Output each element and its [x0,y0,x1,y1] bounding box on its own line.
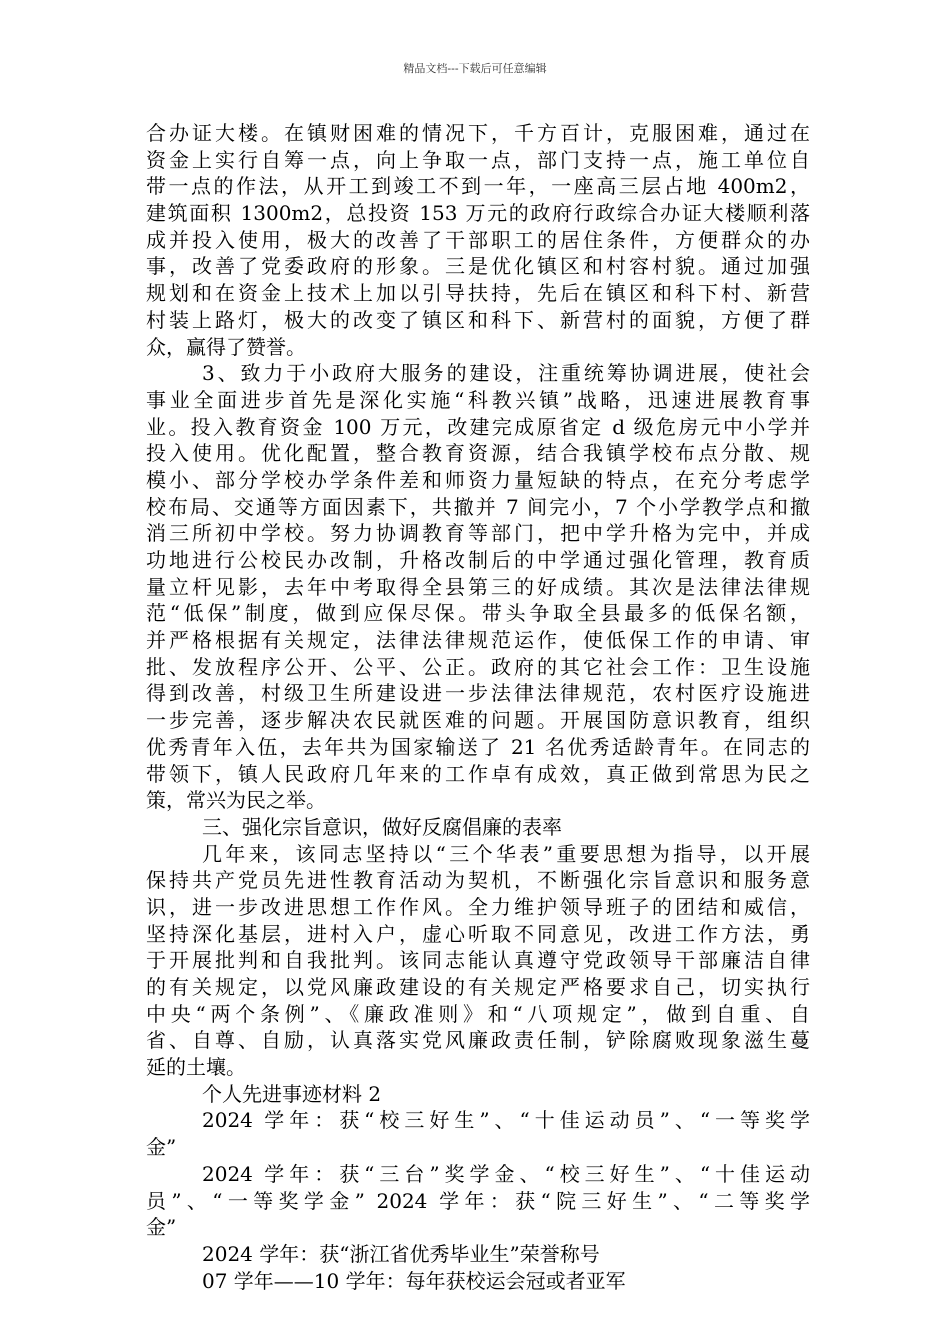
section-heading: 三、强化宗旨意识，做好反腐倡廉的表率 [202,814,562,839]
text-line: 于开展批判和自我批判。该同志能认真遵守党政领导干部廉洁自律 [146,948,810,973]
text-line: 坚持深化基层，进村入户，虚心听取不同意见，改进工作方法，勇 [146,921,810,946]
text-line: 规划和在资金上技术上加以引导扶持，先后在镇区和科下村、新营 [146,281,810,306]
section-heading: 个人先进事迹材料 2 [202,1081,382,1106]
text-line: 延的土壤。 [146,1055,246,1080]
text-line: 策，常兴为民之举。 [146,788,326,813]
text-line: 省、自尊、自励，认真落实党风廉政责任制，铲除腐败现象滋生蔓 [146,1028,810,1053]
text-line: 功地进行公校民办改制，升格改制后的中学通过强化管理，教育质 [146,548,810,572]
text-line: 投入使用。优化配置，整合教育资源，结合我镇学校布点分散、规 [146,441,810,466]
text-line: 成并投入使用，极大的改善了干部职工的居住条件，方便群众的办 [146,227,810,252]
text-line: 的有关规定，以党风廉政建设的有关规定严格要求自己，切实执行 [146,975,810,999]
text-line: 保持共产党员先进性教育活动为契机，不断强化宗旨意识和服务意 [146,868,810,893]
text-line: 一步完善，逐步解决农民就医难的问题。开展国防意识教育，组织 [146,708,810,733]
text-line: 范“低保”制度，做到应保尽保。带头争取全县最多的低保名额， [146,601,810,626]
text-line: 优秀青年入伍，去年共为国家输送了 21 名优秀适龄青年。在同志的 [146,734,810,759]
text-line: 事业全面进步首先是深化实施“科教兴镇”战略，迅速进展教育事 [146,387,810,412]
text-line: 2024 学年：获“三台”奖学金、“校三好生”、“十佳运动 [202,1161,810,1186]
text-line: 带一点的作法，从开工到竣工不到一年，一座高三层占地 400m2， [146,174,810,199]
text-line: 消三所初中学校。努力协调教育等部门，把中学升格为完中，并成 [146,521,810,546]
page-header: 精品文档---下载后可任意编辑 [403,62,547,75]
text-line: 事，改善了党委政府的形象。三是优化镇区和村容村貌。通过加强 [146,254,810,279]
text-line: 2024 学年：获“校三好生”、“十佳运动员”、“一等奖学 [202,1108,810,1133]
text-line: 众，赢得了赞誉。 [146,334,306,359]
text-line: 资金上实行自筹一点，向上争取一点，部门支持一点，施工单位自 [146,147,810,172]
text-line: 识，进一步改进思想工作作风。全力维护领导班子的团结和威信， [146,894,810,919]
text-line: 批、发放程序公开、公平、公正。政府的其它社会工作：卫生设施 [146,654,810,679]
text-line: 员”、“一等奖学金” 2024 学年：获“院三好生”、“二等奖学 [146,1188,810,1213]
text-line: 金” [146,1215,177,1240]
text-line: 量立杆见影，去年中考取得全县第三的好成绩。其次是法律法律规 [146,574,810,599]
text-line: 3、致力于小政府大服务的建设，注重统筹协调进展，使社会 [202,361,810,386]
text-line: 合办证大楼。在镇财困难的情况下，千方百计，克服困难，通过在 [146,121,810,145]
text-line: 2024 学年：获“浙江省优秀毕业生”荣誉称号 [202,1241,600,1266]
text-line: 中央“两个条例”、《廉政准则》和“八项规定”，做到自重、自 [146,1001,810,1026]
text-line: 金” [146,1135,177,1160]
text-line: 校布局、交通等方面因素下，共撤并 7 间完小，7 个小学教学点和撤 [146,494,810,519]
text-line: 村装上路灯，极大的改变了镇区和科下、新营村的面貌，方便了群 [146,307,810,332]
text-line: 建筑面积 1300m2，总投资 153 万元的政府行政综合办证大楼顺利落 [146,201,810,226]
text-line: 07 学年——10 学年：每年获校运会冠或者亚军 [202,1268,626,1293]
text-line: 得到改善，村级卫生所建设进一步法律法律规范，农村医疗设施进 [146,681,810,706]
document-body [146,120,810,1294]
text-line: 模小、部分学校办学条件差和师资力量短缺的特点，在充分考虑学 [146,467,810,492]
text-line: 并严格根据有关规定，法律法律规范运作，使低保工作的申请、审 [146,628,810,653]
text-line: 几年来，该同志坚持以“三个华表”重要思想为指导，以开展 [202,841,810,866]
text-line: 带领下，镇人民政府几年来的工作卓有成效，真正做到常思为民之 [146,761,810,786]
text-line: 业。投入教育资金 100 万元，改建完成原省定 d 级危房元中小学并 [146,414,810,439]
